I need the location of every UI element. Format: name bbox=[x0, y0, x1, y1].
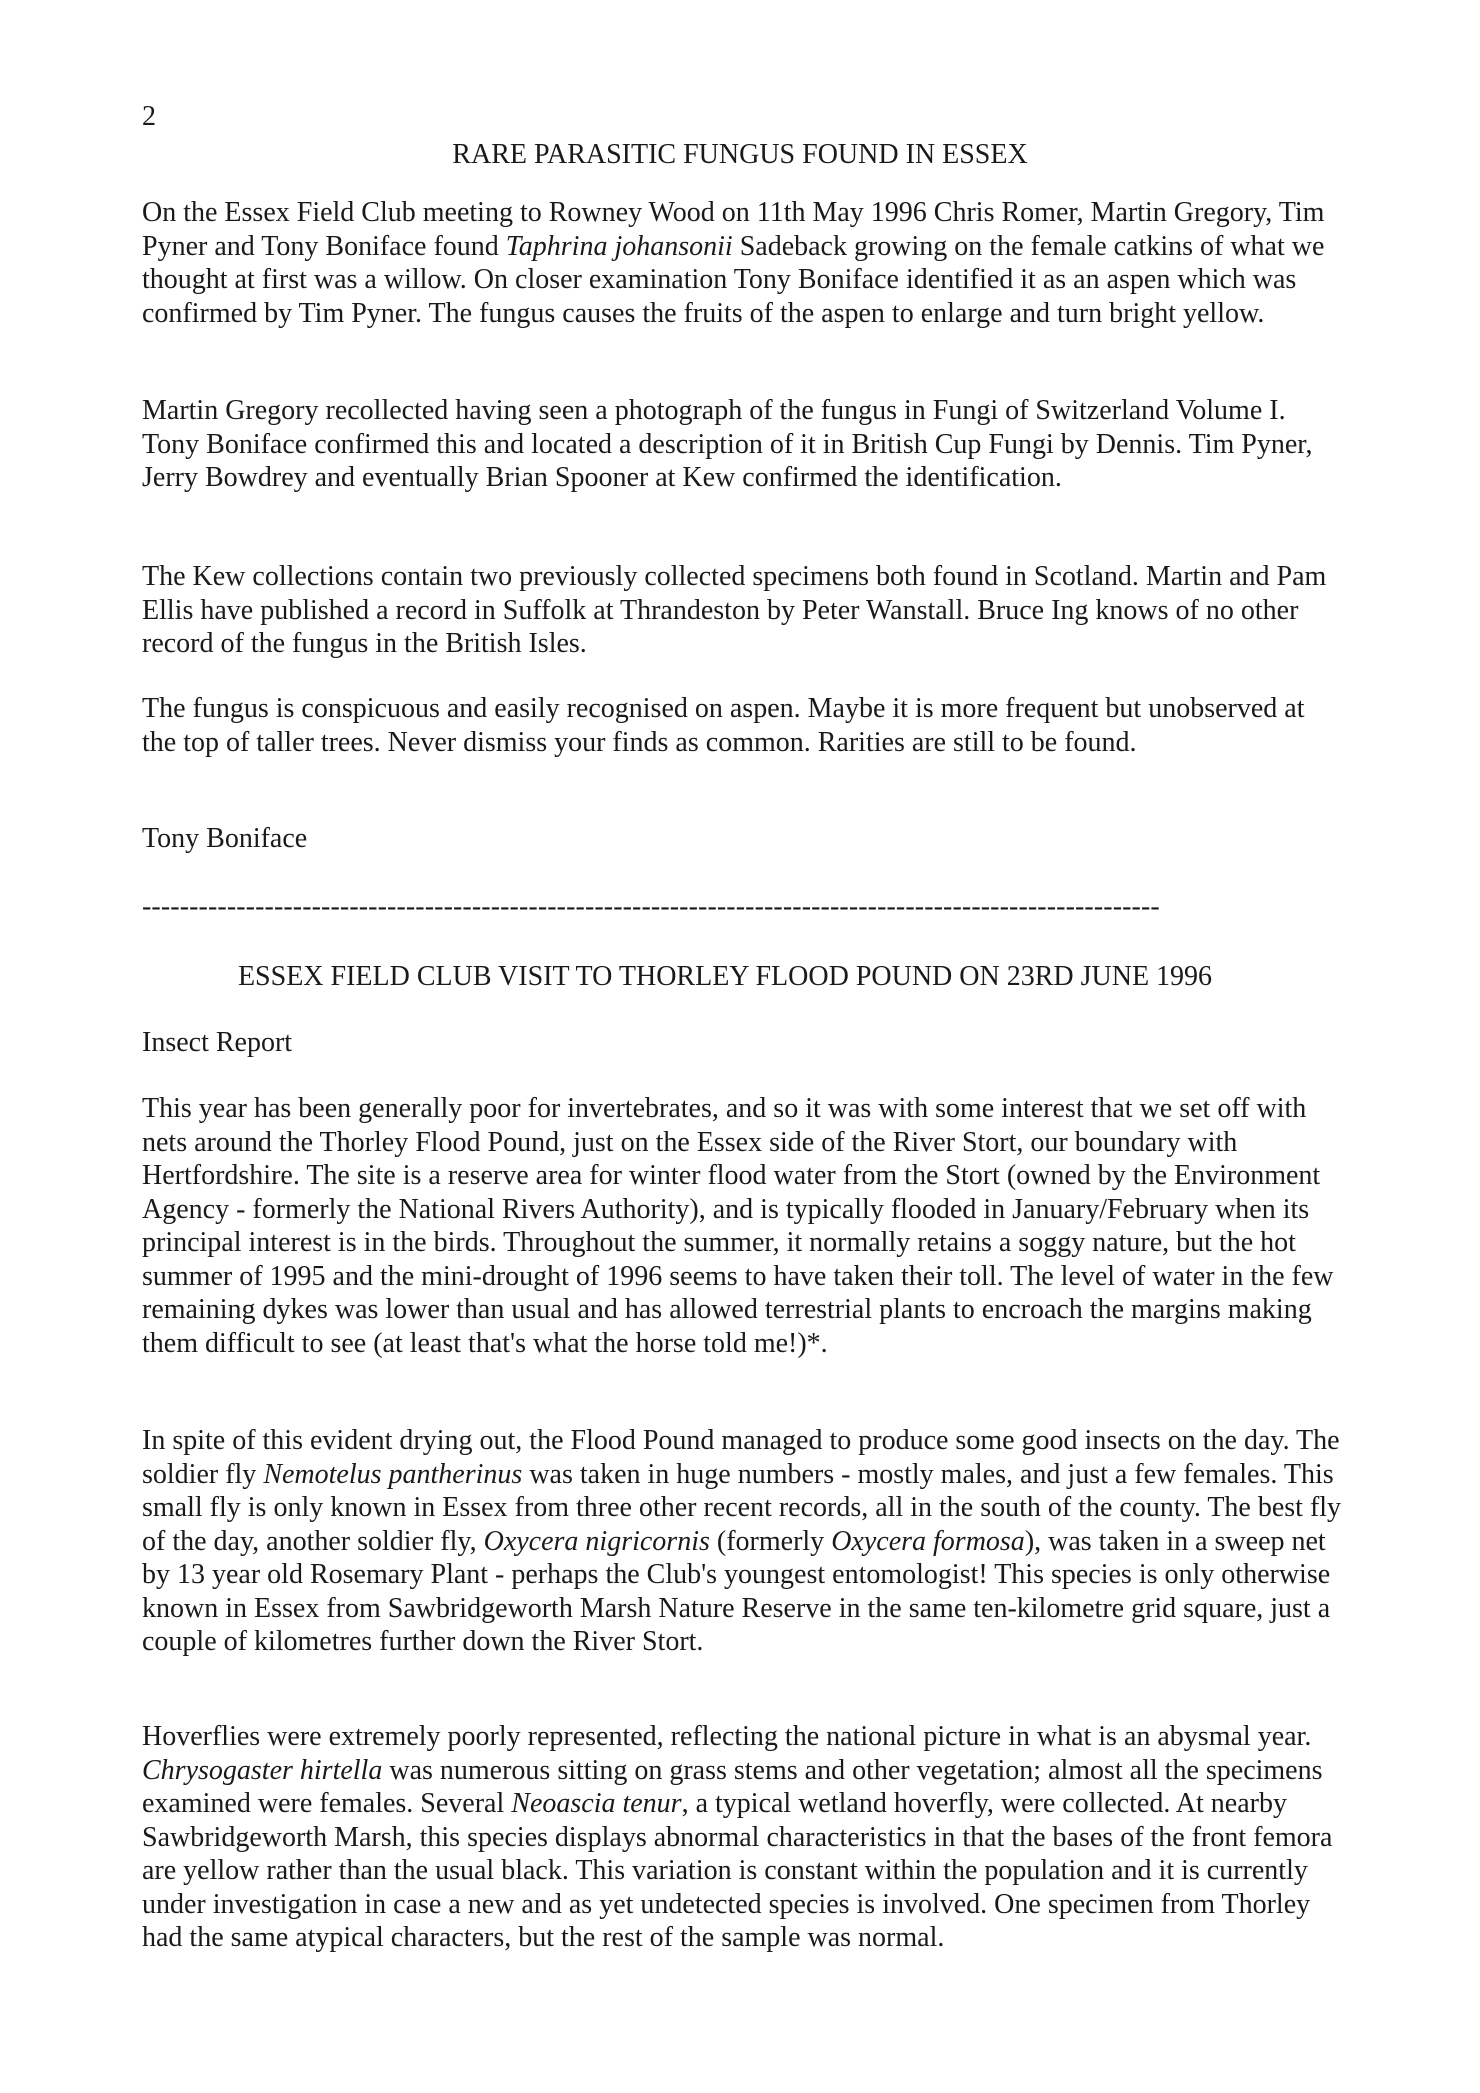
species-name: Oxycera nigricornis bbox=[483, 1525, 710, 1557]
paragraph-hoverflies bbox=[142, 1720, 1342, 1955]
species-name: Chrysogaster hirtella bbox=[142, 1754, 383, 1786]
text-run: On the Essex Field Club meeting to Rowney Wood on 11th May 1996 Chris Romer, Martin Gregory, Tim Pyner and Tony Boniface found bbox=[142, 197, 1325, 262]
text-run: Sadeback growing on the female catkins of what we thought at first was a willow. On closer examination Tony Boniface identified it as an aspen which was confirmed by Tim Pyner. The fungus causes the fruits of the aspen to enlarge and turn bright yellow. bbox=[142, 230, 1325, 329]
paragraph-fungus-discovery bbox=[142, 196, 1342, 330]
text-run: was numerous sitting on grass stems and other vegetation; almost all the specimens examined were females. Several bbox=[142, 1754, 1323, 1819]
author-signature: Tony Boniface bbox=[142, 823, 308, 854]
subheading-insect-report: Insect Report bbox=[142, 1027, 293, 1058]
paragraph-poor-year: This year has been generally poor for invertebrates, and so it was with some interest that we set off with nets around the Thorley Flood Pound, just on the Essex side of the River Stort, our boundary with Hertfordshire. The site is a reserve area for winter flood water from the Stort (owned by the Environment Agency - formerly the National Rivers Authority), and is typically flooded in January/February when its principal interest is in the birds. Throughout the summer, it normally retains a soggy nature, but the hot summer of 1995 and the mini-drought of 1996 seems to have taken their toll. The level of water in the few remaining dykes was lower than usual and has allowed terrestrial plants to encroach the margins making them difficult to see (at least that's what the horse told me!)*. bbox=[142, 1093, 1334, 1359]
text-run: , a typical wetland hoverfly, were collected. At nearby Sawbridgeworth Marsh, this species displays abnormal characteristics in that the bases of the front femora are yellow rather than the usual black. This variation is constant within the population and it is currently under investigation in case a new and as yet undetected species is involved. One specimen from Thorley had the same atypical characters, but the rest of the sample was normal. bbox=[142, 1788, 1333, 1953]
text-run: ), was taken in a sweep net by 13 year old Rosemary Plant - perhaps the Club's youngest entomologist! This species is only otherwise known in Essex from Sawbridgeworth Marsh Nature Reserve in the same ten-kilometre grid square, just a couple of kilometres further down the River Stort. bbox=[142, 1525, 1331, 1657]
text-run: In spite of this evident drying out, the Flood Pound managed to produce some good insects on the day. The soldier fly bbox=[142, 1425, 1340, 1490]
section-divider: ------------------------------------------------------------------------------------------------------------ bbox=[142, 891, 1160, 922]
article-title-thorley: ESSEX FIELD CLUB VISIT TO THORLEY FLOOD POUND ON 23RD JUNE 1996 bbox=[237, 961, 1213, 992]
paragraph-conspicuous: The fungus is conspicuous and easily recognised on aspen. Maybe it is more frequent but unobserved at the top of taller trees. Never dismiss your finds as common. Rarities are still to be found. bbox=[142, 693, 1305, 758]
text-run: (formerly bbox=[709, 1525, 832, 1557]
text-run: Hoverflies were extremely poorly represented, reflecting the national picture in what is an abysmal year. bbox=[142, 1721, 1312, 1752]
paragraph-kew-collections: The Kew collections contain two previously collected specimens both found in Scotland. Martin and Pam Ellis have published a record in Suffolk at Thrandeston by Peter Wanstall. Bruce Ing knows of no other record of the fungus in the British Isles. bbox=[142, 561, 1327, 659]
species-name: Nemotelus pantherinus bbox=[263, 1458, 523, 1490]
paragraph-soldier-flies bbox=[142, 1424, 1342, 1659]
species-name: Taphrina johansonii bbox=[505, 230, 733, 262]
text-run: was taken in huge numbers - mostly males, and just a few females. This small fly is only known in Essex from three other recent records, all in the south of the county. The best fly of the day, another soldier fly, bbox=[142, 1458, 1342, 1557]
paragraph-identification: Martin Gregory recollected having seen a photograph of the fungus in Fungi of Switzerland Volume I. Tony Boniface confirmed this and located a description of it in British Cup Fungi by Dennis. Tim Pyner, Jerry Bowdrey and eventually Brian Spooner at Kew confirmed the identification. bbox=[142, 395, 1313, 493]
article-title-fungus: RARE PARASITIC FUNGUS FOUND IN ESSEX bbox=[452, 139, 1028, 170]
species-name: Oxycera formosa bbox=[831, 1525, 1025, 1557]
species-name: Neoascia tenur bbox=[511, 1788, 682, 1819]
page-number: 2 bbox=[142, 101, 156, 132]
